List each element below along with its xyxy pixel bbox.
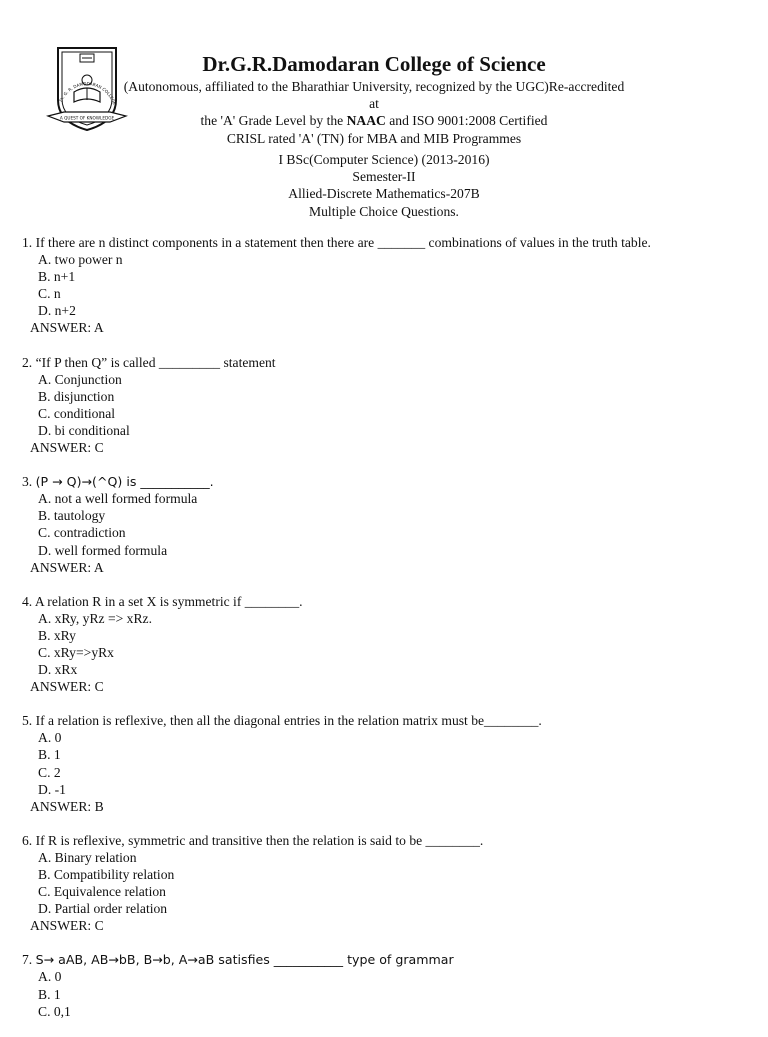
option: C. 0,1 bbox=[38, 1003, 71, 1019]
question-number: 7. bbox=[22, 952, 36, 968]
option: A. 0 bbox=[38, 969, 62, 985]
answer: ANSWER: C bbox=[30, 918, 104, 934]
college-name: Dr.G.R.Damodaran College of Science bbox=[202, 52, 546, 76]
question-5 bbox=[22, 712, 762, 815]
option: C. conditional bbox=[38, 405, 116, 421]
question-text bbox=[22, 473, 762, 490]
question-4 bbox=[22, 593, 762, 696]
question-3 bbox=[22, 473, 762, 576]
course-subject: Allied-Discrete Mathematics-207B bbox=[288, 186, 480, 202]
option: C. contradiction bbox=[38, 525, 126, 541]
college-logo bbox=[44, 42, 130, 134]
answer: ANSWER: A bbox=[30, 320, 104, 336]
question-text bbox=[22, 951, 762, 968]
option: A. not a well formed formula bbox=[38, 491, 198, 507]
option: D. Partial order relation bbox=[38, 901, 168, 917]
answer: ANSWER: C bbox=[30, 440, 104, 456]
option: B. n+1 bbox=[38, 269, 76, 285]
option: D. -1 bbox=[38, 781, 66, 797]
option: D. n+2 bbox=[38, 303, 76, 319]
question-2 bbox=[22, 354, 762, 457]
option: A. xRy, yRz => xRz. bbox=[38, 610, 152, 626]
option: A. 0 bbox=[38, 730, 62, 746]
answer: ANSWER: C bbox=[30, 679, 104, 695]
option: A. two power n bbox=[38, 252, 123, 268]
option: C. Equivalence relation bbox=[38, 884, 166, 900]
course-program: I BSc(Computer Science) (2013-2016) bbox=[278, 152, 490, 167]
option: C. 2 bbox=[38, 764, 61, 780]
question-text: 5. If a relation is reflexive, then all the diagonal entries in the relation matrix must be________. bbox=[22, 713, 542, 729]
option: A. Conjunction bbox=[38, 371, 122, 387]
crisl-line: CRISL rated 'A' (TN) for MBA and MIB Programmes bbox=[226, 130, 522, 146]
option: C. n bbox=[38, 286, 61, 302]
question-text: 2. “If P then Q” is called _________ statement bbox=[22, 354, 276, 370]
logo-arc-text: Dr. G. R. DAMODARAN COLLEGE bbox=[58, 81, 118, 106]
question-text: 1. If there are n distinct components in a statement then there are _______ combinations of values in the truth table. bbox=[22, 235, 651, 250]
option: D. xRx bbox=[38, 662, 78, 678]
naac-label: NAAC bbox=[346, 113, 386, 129]
grade-line-pre: the 'A' Grade Level by the bbox=[200, 113, 347, 129]
option: B. 1 bbox=[38, 747, 61, 763]
question-formula: S→ aAB, AB→bB, B→b, A→aB satisfies ___________ type of grammar bbox=[35, 952, 454, 968]
question-list bbox=[22, 234, 762, 1037]
option: B. disjunction bbox=[38, 388, 115, 404]
question-number: 3. bbox=[22, 474, 36, 490]
option: D. well formed formula bbox=[38, 542, 168, 558]
option: B. tautology bbox=[38, 508, 106, 524]
question-7 bbox=[22, 951, 762, 1019]
course-info bbox=[170, 151, 598, 220]
course-title: Multiple Choice Questions. bbox=[309, 203, 459, 219]
course-semester: Semester-II bbox=[352, 169, 416, 185]
question-1 bbox=[22, 234, 762, 337]
option: D. bi conditional bbox=[38, 422, 130, 438]
answer: ANSWER: B bbox=[30, 798, 104, 814]
grade-line bbox=[120, 112, 628, 129]
answer: ANSWER: A bbox=[30, 559, 104, 575]
accreditation-line: (Autonomous, affiliated to the Bharathiar University, recognized by the UGC)Re-accredited at bbox=[123, 79, 625, 112]
option: B. xRy bbox=[38, 627, 76, 643]
question-text: 6. If R is reflexive, symmetric and transitive then the relation is said to be ________. bbox=[22, 832, 484, 848]
question-text: 4. A relation R in a set X is symmetric if ________. bbox=[22, 593, 303, 609]
option: B. 1 bbox=[38, 986, 61, 1002]
option: B. Compatibility relation bbox=[38, 867, 175, 882]
logo-banner-text: A QUEST OF KNOWLEDGE bbox=[59, 115, 115, 121]
college-header bbox=[120, 50, 628, 147]
question-6 bbox=[22, 832, 762, 935]
option: C. xRy=>yRx bbox=[38, 644, 114, 660]
question-formula: (P → Q)→(^Q) is ___________. bbox=[35, 474, 214, 490]
option: A. Binary relation bbox=[38, 849, 137, 865]
grade-line-post: and ISO 9001:2008 Certified bbox=[385, 113, 548, 129]
